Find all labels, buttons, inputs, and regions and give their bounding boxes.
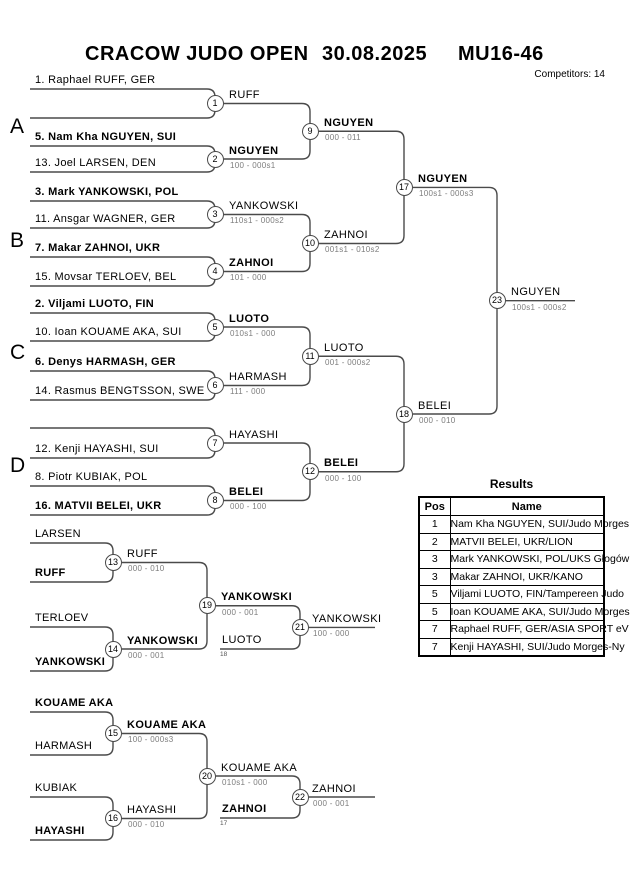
table-row (419, 551, 604, 569)
match-number: 23 (489, 292, 506, 309)
section-label-a: A (10, 115, 25, 138)
results-title: Results (489, 477, 534, 491)
results-col-name: Name (450, 497, 604, 516)
category-title: MU16-46 (458, 43, 544, 65)
player-name: KUBIAK (35, 782, 78, 794)
competitors-count: Competitors: 14 (534, 69, 605, 80)
match-winner: KOUAME AKA (221, 761, 298, 774)
result-name: MATVII BELEI, UKR/LION (450, 533, 604, 551)
bracket-line (319, 131, 404, 243)
player-name: 8. Piotr KUBIAK, POL (35, 471, 148, 483)
match-number: 2 (207, 151, 224, 168)
match-score: 000 - 001 (222, 607, 259, 617)
match-number: 6 (207, 377, 224, 394)
match-winner: ZAHNOI (324, 228, 368, 241)
match-number: 18 (396, 406, 413, 423)
player-name: HARMASH (35, 740, 93, 752)
match-score: 110s1 - 000s2 (230, 216, 285, 225)
section-label-d: D (10, 454, 26, 477)
bracket-line (319, 356, 404, 472)
match-winner: KOUAME AKA (127, 719, 207, 731)
source-match-ref: 18 (220, 650, 228, 658)
match-winner: RUFF (127, 548, 158, 560)
match-number: 20 (199, 768, 216, 785)
match-score: 111 - 000 (230, 387, 266, 396)
player-name: 5. Nam Kha NGUYEN, SUI (35, 131, 177, 143)
match-winner: YANKOWSKI (312, 613, 382, 625)
bracket-line (30, 89, 215, 118)
match-score: 101 - 000 (230, 273, 267, 282)
table-row (419, 533, 604, 551)
match-score: 000 - 001 (313, 798, 350, 808)
match-number: 4 (207, 263, 224, 280)
match-score: 000 - 001 (128, 650, 165, 660)
match-winner: BELEI (324, 457, 359, 469)
match-score: 000 - 100 (230, 502, 267, 511)
match-score: 010s1 - 000 (222, 777, 268, 787)
player-name: TERLOEV (35, 612, 89, 624)
match-winner: HARMASH (229, 371, 287, 383)
table-row (419, 568, 604, 586)
match-score: 010s1 - 000 (230, 328, 276, 338)
player-name: 15. Movsar TERLOEV, BEL (35, 271, 177, 283)
player-name: 13. Joel LARSEN, DEN (35, 157, 156, 169)
match-winner: LUOTO (229, 312, 270, 325)
section-label-b: B (10, 229, 25, 252)
player-name: KOUAME AKA (35, 697, 114, 709)
result-pos: 3 (419, 568, 450, 586)
results-table (418, 496, 630, 657)
player-name: 14. Rasmus BENGTSSON, SWE (35, 385, 205, 397)
bracket-line (413, 187, 497, 414)
match-winner: BELEI (229, 486, 264, 498)
player-name: YANKOWSKI (35, 656, 106, 668)
result-pos: 1 (419, 516, 450, 534)
match-winner: BELEI (418, 399, 452, 412)
result-name: Mark YANKOWSKI, POL/UKS Głogów (450, 551, 604, 569)
match-winner: ZAHNOI (312, 782, 356, 795)
match-score: 100 - 000s3 (128, 735, 174, 744)
result-name: Ioan KOUAME AKA, SUI/Judo Morges (450, 603, 604, 621)
result-name: Kenji HAYASHI, SUI/Judo Morges-Ny (450, 638, 604, 656)
match-number: 3 (207, 206, 224, 223)
match-number: 7 (207, 435, 224, 452)
match-score: 000 - 010 (419, 416, 456, 425)
match-score: 001 - 000s2 (325, 358, 371, 367)
match-number: 14 (105, 641, 122, 658)
match-number: 12 (302, 463, 319, 480)
result-pos: 7 (419, 621, 450, 639)
match-score: 100 - 000s1 (230, 160, 276, 170)
player-name: 3. Mark YANKOWSKI, POL (35, 186, 179, 198)
player-name: 7. Makar ZAHNOI, UKR (35, 242, 161, 254)
match-winner: RUFF (229, 89, 260, 101)
match-number: 21 (292, 619, 309, 636)
match-winner: NGUYEN (324, 116, 374, 129)
match-winner: ZAHNOI (229, 257, 274, 269)
result-name: Viljami LUOTO, FIN/Tampereen Judo (450, 586, 604, 604)
player-name: LARSEN (35, 528, 81, 540)
match-number: 15 (105, 725, 122, 742)
results-col-pos: Pos (419, 497, 450, 516)
match-number: 8 (207, 492, 224, 509)
match-score: 000 - 011 (325, 133, 361, 142)
result-pos: 3 (419, 551, 450, 569)
match-number: 11 (302, 348, 319, 365)
match-number: 19 (199, 597, 216, 614)
match-winner: YANKOWSKI (229, 200, 299, 212)
player-name: 1. Raphael RUFF, GER (35, 74, 156, 86)
match-score: 000 - 010 (128, 820, 165, 829)
player-name: 2. Viljami LUOTO, FIN (35, 298, 154, 310)
player-name: 12. Kenji HAYASHI, SUI (35, 443, 159, 455)
table-row (419, 621, 604, 639)
player-name: RUFF (35, 567, 66, 579)
source-match-ref: 17 (220, 819, 228, 827)
match-number: 1 (207, 95, 224, 112)
match-number: 5 (207, 319, 224, 336)
player-name: 16. MATVII BELEI, UKR (35, 500, 162, 512)
player-name: 6. Denys HARMASH, GER (35, 356, 176, 368)
result-pos: 5 (419, 586, 450, 604)
match-winner: LUOTO (324, 341, 364, 354)
player-name: HAYASHI (35, 825, 85, 837)
match-number: 10 (302, 235, 319, 252)
table-row (419, 516, 604, 534)
event-title: CRACOW JUDO OPEN (85, 43, 309, 65)
match-number: 22 (292, 789, 309, 806)
dropin-player: LUOTO (222, 634, 262, 646)
table-row (419, 638, 604, 656)
match-score: 100s1 - 000s3 (419, 189, 474, 198)
result-name: Raphael RUFF, GER/ASIA SPORT eV (450, 621, 604, 639)
section-label-c: C (10, 341, 26, 364)
result-name: Makar ZAHNOI, UKR/KANO (450, 568, 604, 586)
result-pos: 7 (419, 638, 450, 656)
match-winner: HAYASHI (229, 428, 279, 441)
match-winner: YANKOWSKI (127, 634, 199, 647)
match-winner: NGUYEN (418, 172, 468, 185)
results-header-row (419, 497, 604, 516)
dropin-player: ZAHNOI (222, 803, 267, 815)
table-row (419, 603, 604, 621)
match-winner: HAYASHI (127, 804, 177, 816)
match-winner: YANKOWSKI (221, 591, 293, 603)
player-name: 11. Ansgar WAGNER, GER (35, 213, 176, 225)
match-number: 13 (105, 554, 122, 571)
result-pos: 2 (419, 533, 450, 551)
result-name: Nam Kha NGUYEN, SUI/Judo Morges (450, 516, 604, 534)
match-winner: NGUYEN (229, 144, 279, 157)
result-pos: 5 (419, 603, 450, 621)
event-date: 30.08.2025 (322, 43, 428, 65)
match-number: 9 (302, 123, 319, 140)
match-score: 100s1 - 000s2 (512, 302, 567, 312)
table-row (419, 586, 604, 604)
match-number: 16 (105, 810, 122, 827)
match-score: 100 - 000 (313, 629, 350, 638)
match-number: 17 (396, 179, 413, 196)
match-score: 001s1 - 010s2 (325, 245, 380, 254)
player-name: 10. Ioan KOUAME AKA, SUI (35, 326, 182, 338)
match-winner: NGUYEN (511, 286, 561, 298)
match-score: 000 - 100 (325, 473, 362, 483)
match-score: 000 - 010 (128, 564, 165, 573)
